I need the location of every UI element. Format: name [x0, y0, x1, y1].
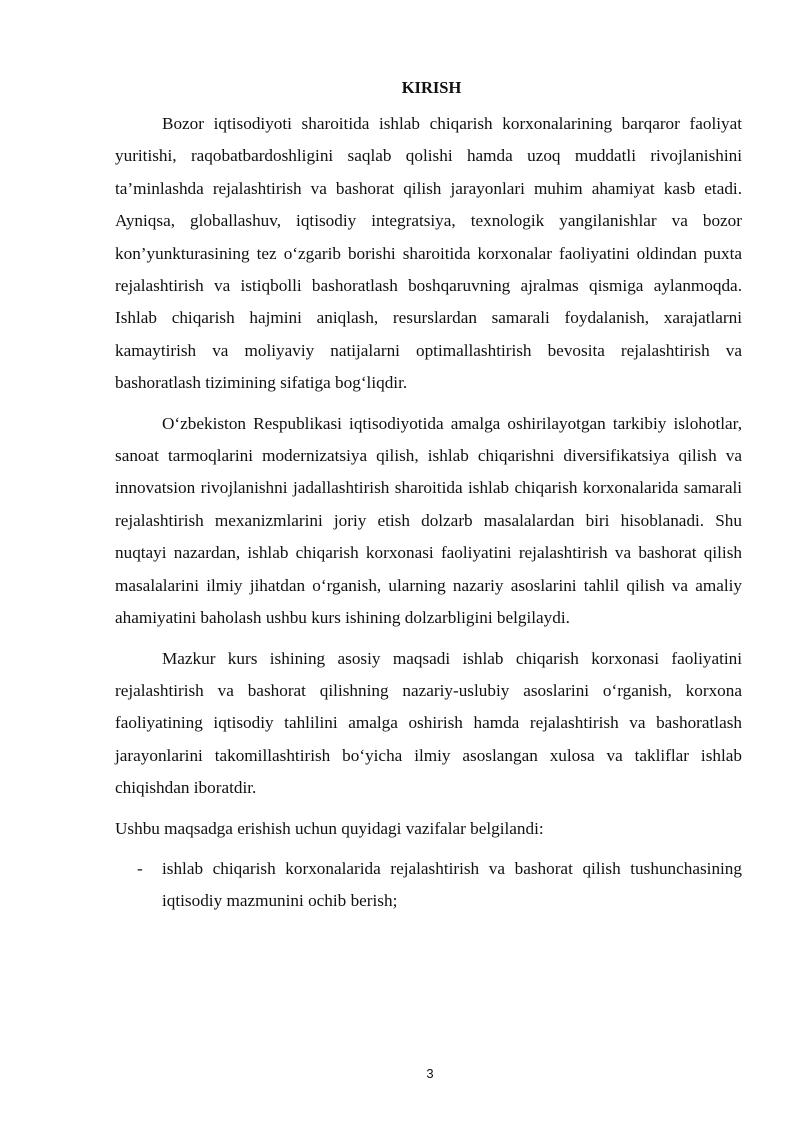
list-item-text: ishlab chiqarish korxonalarida rejalashtirish va bashorat qilish tushunchasining iqtisodiy mazmunini ochib berish; — [162, 858, 742, 911]
page-content — [115, 76, 742, 918]
tasks-list — [115, 853, 742, 918]
list-bullet: - — [137, 858, 143, 878]
page-number: 3 — [426, 1066, 434, 1081]
paragraph-relevance: O‘zbekiston Respublikasi iqtisodiyotida amalga oshirilayotgan tarkibiy islohotlar, sanoat tarmoqlarini modernizatsiya qilish, ishlab chiqarishni diversifikatsiya qilish va innovatsion rivojlanishni jadallashtirish sharoitida ishlab chiqarish korxonalarida samarali rejalashtirish mexanizmlarini joriy etish dolzarb masalalardan biri hisoblanadi. Shu nuqtayi nazardan, ishlab chiqarish korxonasi faoliyatini rejalashtirish va bashorat qilish masalalarini ilmiy jihatdan o‘rganish, ularning nazariy asoslarini tahlil qilish va amaliy ahamiyatini baholash ushbu kurs ishining dolzarbligini belgilaydi. — [115, 413, 742, 628]
paragraph-goal: Mazkur kurs ishining asosiy maqsadi ishlab chiqarish korxonasi faoliyatini rejalashtirish va bashorat qilishning nazariy-uslubiy asoslarini o‘rganish, korxona faoliyatining iqtisodiy tahlilini amalga oshirish hamda rejalashtirish va bashoratlash jarayonlarini takomillashtirish bo‘yicha ilmiy asoslangan xulosa va takliflar ishlab chiqishdan iboratdir. — [115, 648, 742, 798]
tasks-intro: Ushbu maqsadga erishish uchun quyidagi vazifalar belgilandi: — [115, 818, 544, 838]
section-heading: KIRISH — [401, 78, 462, 97]
list-item — [115, 853, 742, 918]
paragraph-intro: Bozor iqtisodiyoti sharoitida ishlab chiqarish korxonalarining barqaror faoliyat yuritishi, raqobatbardoshligini saqlab qolishi hamda uzoq muddatli rivojlanishini ta’minlashda rejalashtirish va bashorat qilish jarayonlari muhim ahamiyat kasb etadi. Ayniqsa, globallashuv, iqtisodiy integratsiya, texnologik yangilanishlar va bozor kon’yunkturasining tez o‘zgarib borishi sharoitida korxonalar faoliyatini oldindan puxta rejalashtirish va istiqbolli bashoratlash boshqaruvning ajralmas qismiga aylanmoqda. Ishlab chiqarish hajmini aniqlash, resurslardan samarali foydalanish, xarajatlarni kamaytirish va moliyaviy natijalarni optimallashtirish bevosita rejalashtirish va bashoratlash tizimining sifatiga bog‘liqdir. — [115, 114, 742, 393]
